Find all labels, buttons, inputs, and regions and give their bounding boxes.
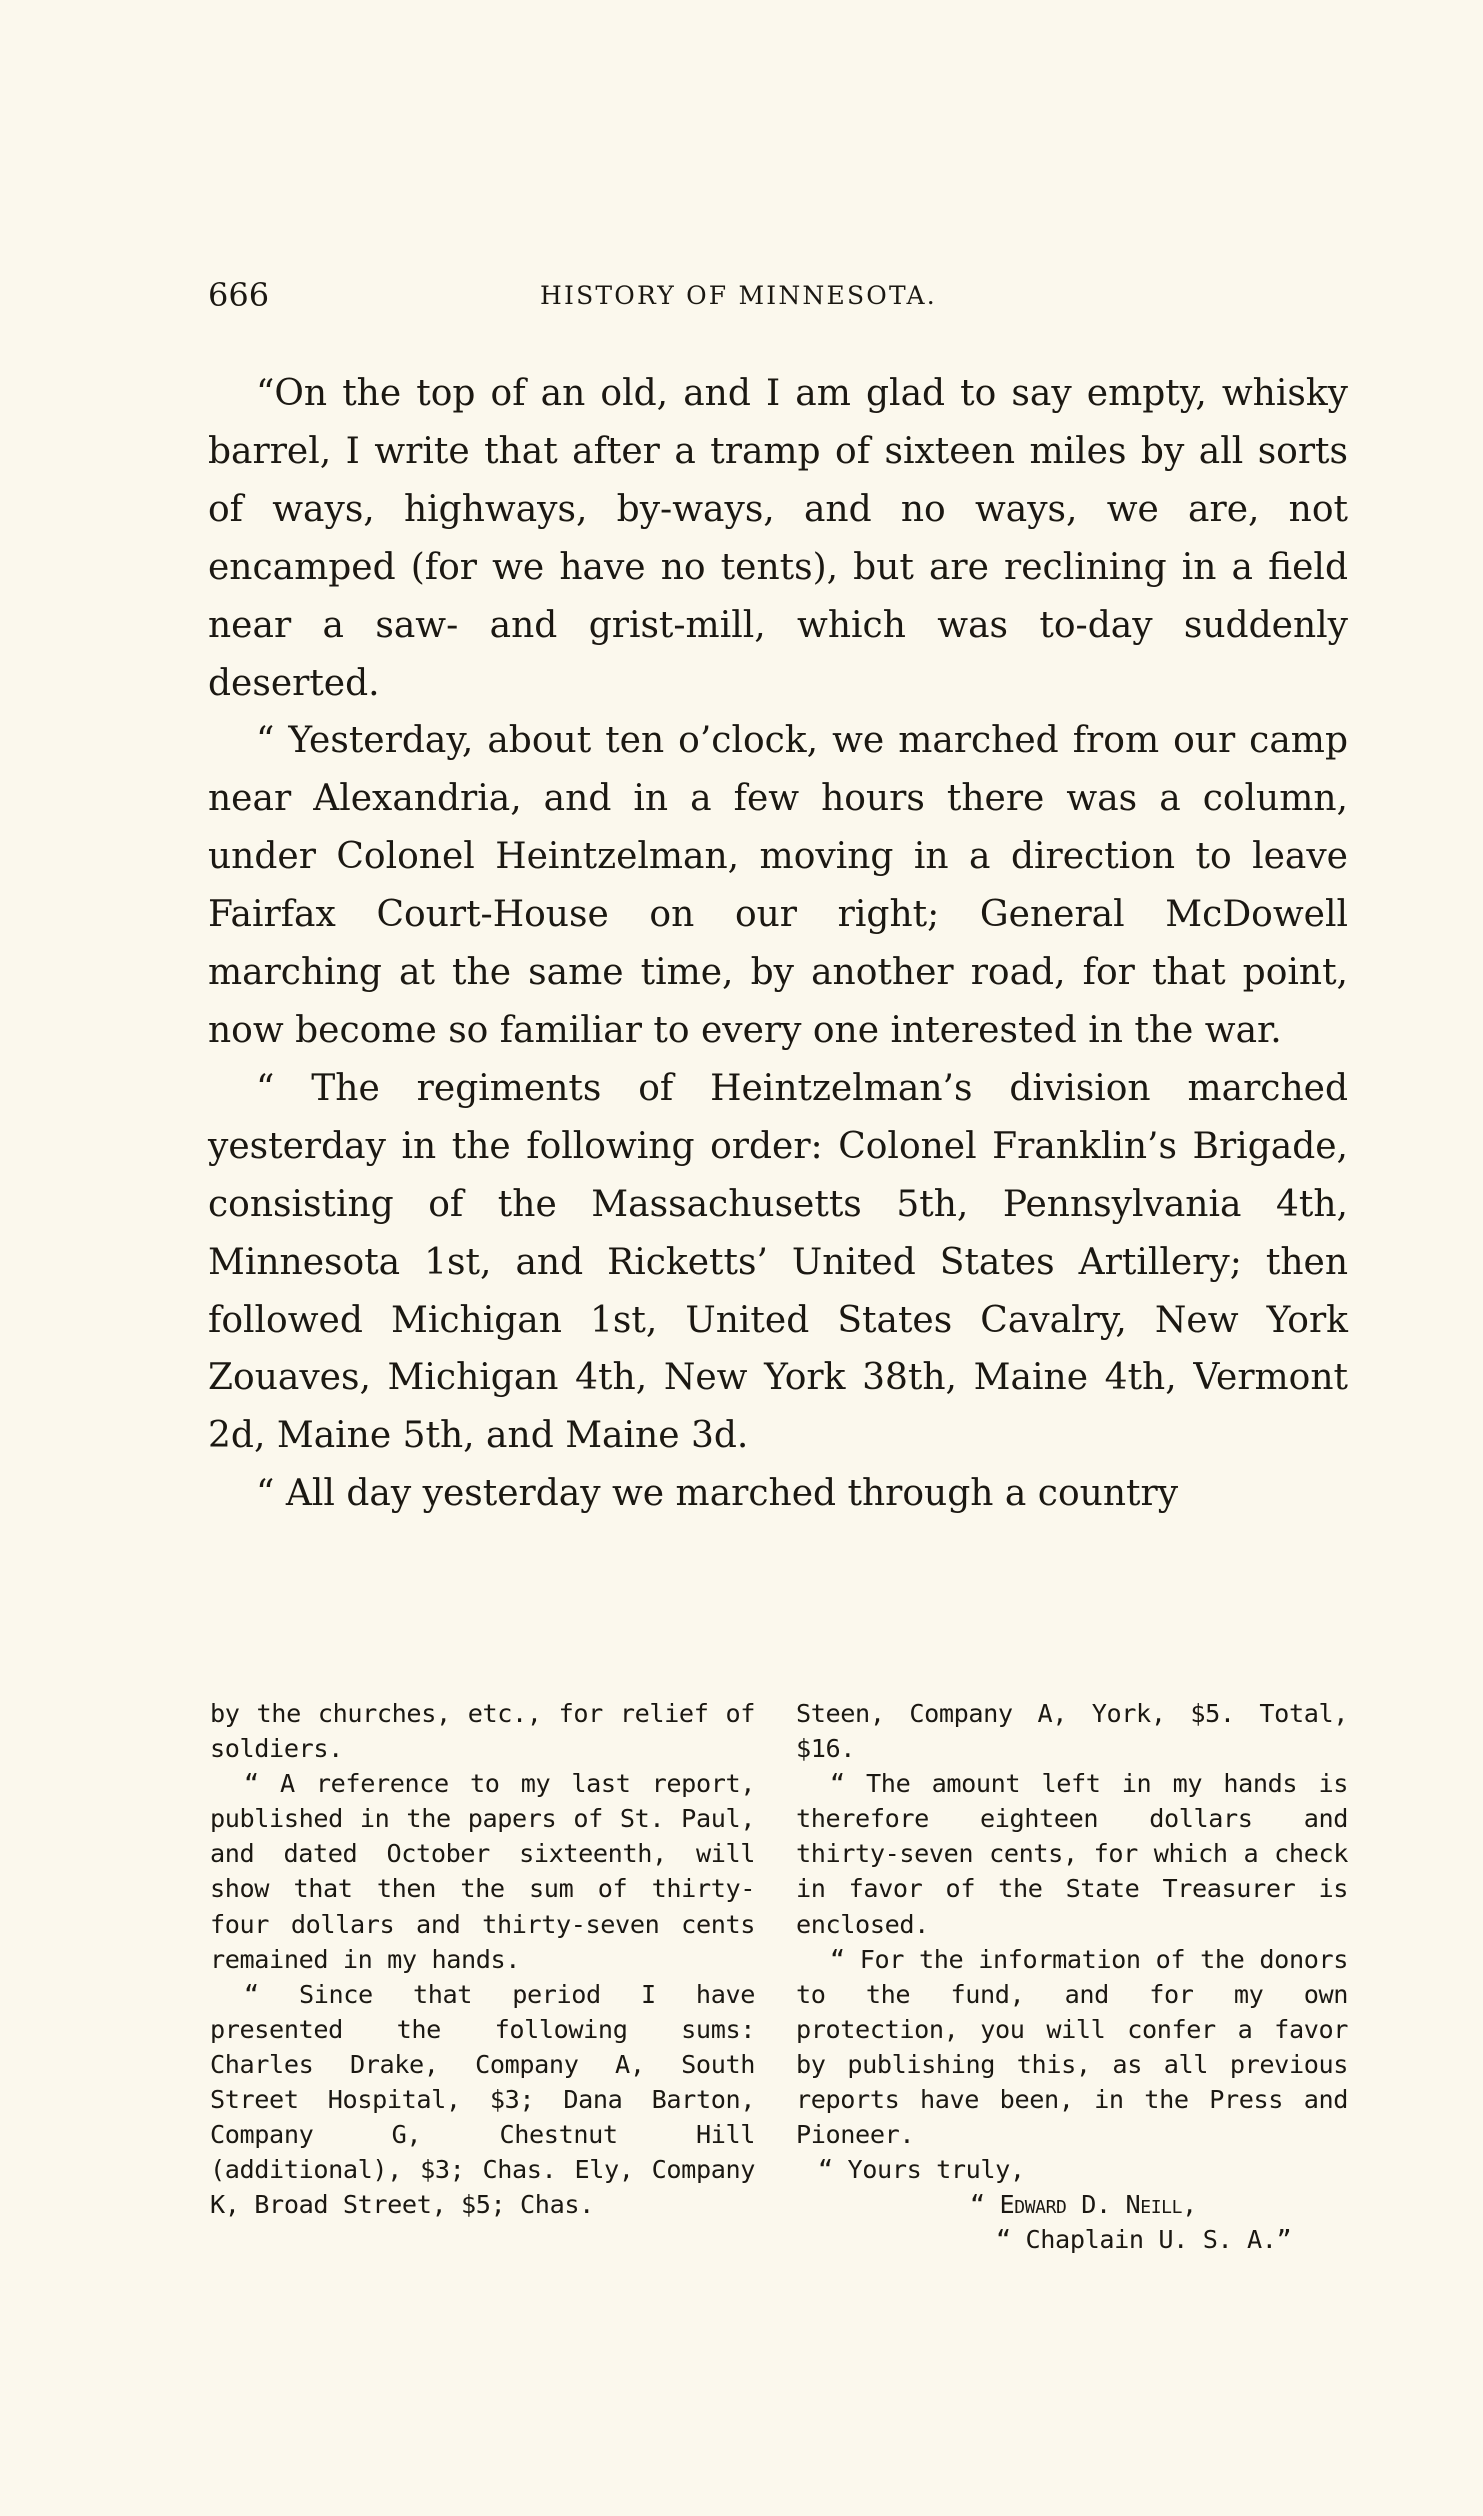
body-paragraph: “ Yesterday, about ten o’clock, we marched from our camp near Alexandria, and in a few hours there was a column, under Colonel Heintzelman, moving in a direction to leave Fairfax Court-House on our right; General McDowell marching at the same time, by another road, for that point, now become so familiar to every one interested in the war.	[208, 720, 1348, 1051]
body-paragraph: “ The regiments of Heintzelman’s division marched yesterday in the following order: Colonel Franklin’s Brigade, consisting of the Massachusetts 5th, Pennsylvania 4th, Minnesota 1st, and Ricketts’ United States Artillery; then followed Michigan 1st, United States Cavalry, New York Zouaves, Michigan 4th, New York 38th, Maine 4th, Vermont 2d, Maine 5th, and Maine 3d.	[208, 1067, 1348, 1457]
main-text-body	[208, 365, 1348, 1523]
footnote-paragraph: “ The amount left in my hands is therefore eighteen dollars and thirty-seven cents, for which a check in favor of the State Treasurer is enclosed.	[796, 1769, 1348, 1939]
footnote-paragraph: by the churches, etc., for relief of soldiers.	[210, 1699, 755, 1764]
running-head	[208, 270, 1356, 320]
footnote-left-column	[210, 1696, 755, 2222]
footnote-section	[210, 1696, 1348, 2296]
running-title: HISTORY OF MINNESOTA.	[540, 281, 937, 310]
letter-signature: “ Edward D. Neill,	[970, 2190, 1197, 2220]
footnote-paragraph: “ Since that period I have presented the following sums: Charles Drake, Company A, South Street Hospital, $3; Dana Barton, Company G, Chestnut Hill (additional), $3; Chas. Ely, Company K, Broad Street, $5; Chas.	[210, 1979, 755, 2220]
footnote-paragraph: Steen, Company A, York, $5. Total, $16.	[796, 1699, 1348, 1764]
letter-salutation: “ Yours truly,	[818, 2155, 1025, 2185]
footnote-right-column	[796, 1696, 1348, 2258]
body-paragraph: “On the top of an old, and I am glad to say empty, whisky barrel, I write that after a tramp of sixteen miles by all sorts of ways, highways, by-ways, and no ways, we are, not encamped (for we have no tents), but are reclining in a field near a saw- and grist-mill, which was to-day suddenly deserted.	[208, 373, 1348, 704]
page-number: 666	[208, 276, 270, 314]
footnote-paragraph: “ A reference to my last report, published in the papers of St. Paul, and dated October sixteenth, will show that then the sum of thirty-four dollars and thirty-seven cents remained in my hands.	[210, 1769, 755, 1974]
footnote-paragraph: “ For the information of the donors to the fund, and for my own protection, you will confer a favor by publishing this, as all previous reports have been, in the Press and Pioneer.	[796, 1944, 1348, 2150]
body-paragraph: “ All day yesterday we marched through a country	[256, 1473, 1179, 1515]
letter-signature-title: “ Chaplain U. S. A.”	[996, 2225, 1292, 2255]
